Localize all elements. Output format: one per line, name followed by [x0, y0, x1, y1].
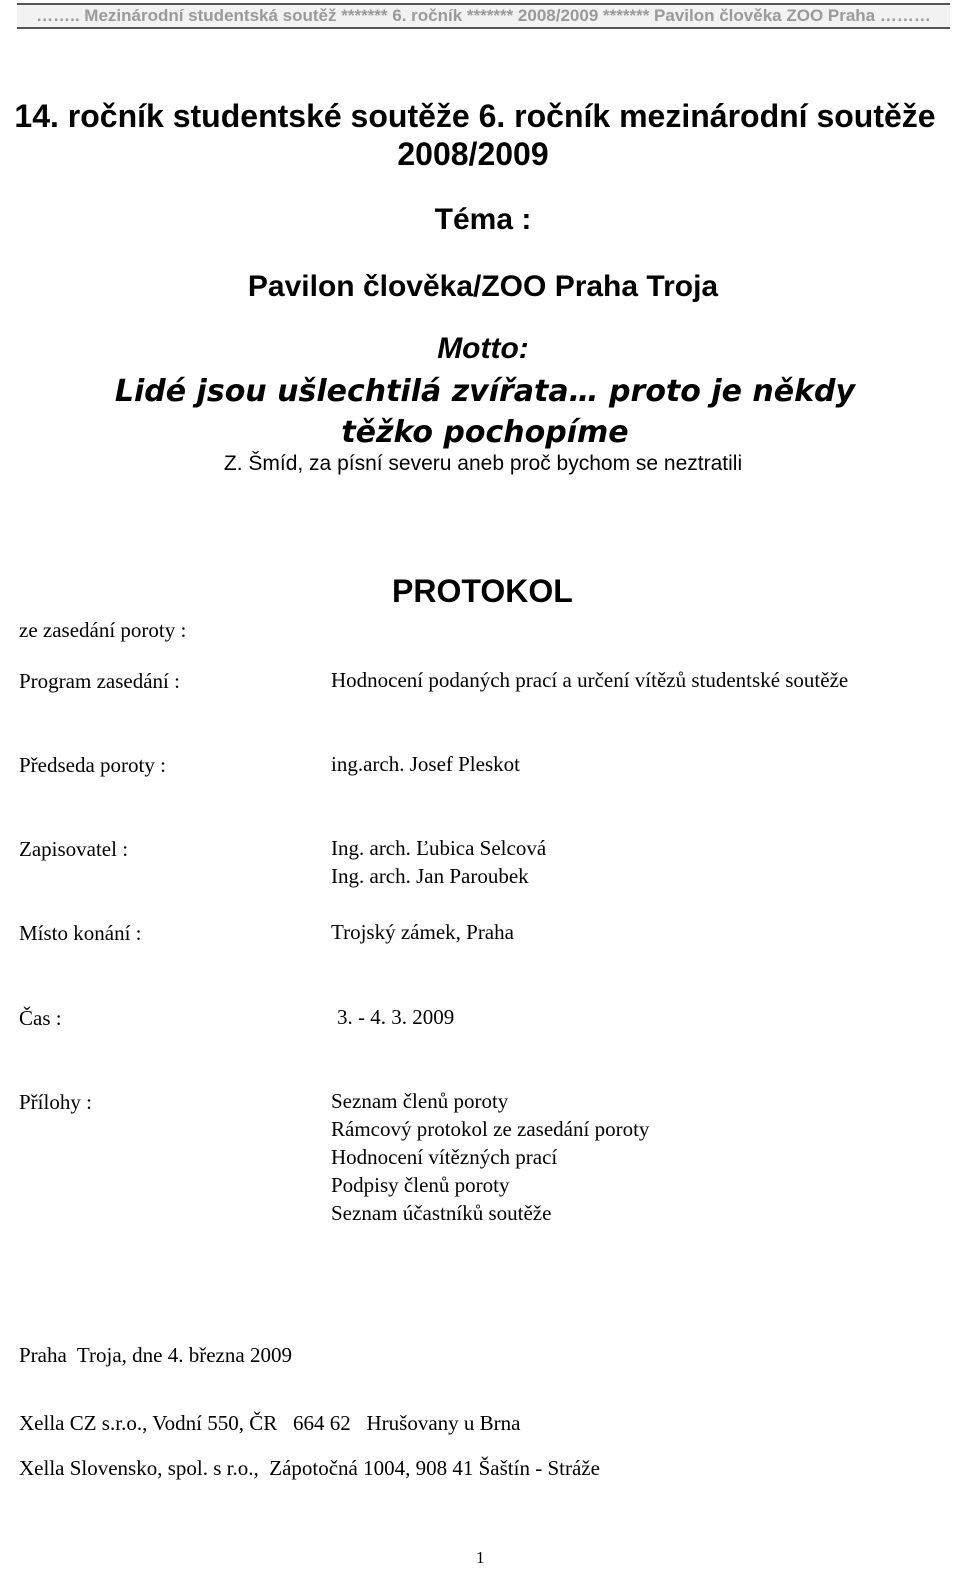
- company-address-cz: Xella CZ s.r.o., Vodní 550, ČR 664 62 Hrušovany u Brna: [19, 1411, 521, 1435]
- recorder-name: Ing. arch. Ľubica Selcová: [331, 836, 547, 860]
- time-value: 3. - 4. 3. 2009: [337, 1005, 455, 1029]
- chairman-value: ing.arch. Josef Pleskot: [331, 752, 520, 776]
- program-value: Hodnocení podaných prací a určení vítězů studentské soutěže: [331, 668, 849, 692]
- venue-label: Místo konání :: [19, 921, 142, 945]
- attachment-item: Seznam členů poroty: [331, 1089, 509, 1113]
- attachment-item: Hodnocení vítězných prací: [331, 1145, 558, 1169]
- motto-author: Z. Šmíd, za písní severu aneb proč bychom se neztratili: [223, 452, 743, 475]
- running-header: [17, 3, 950, 29]
- motto-label: Motto:: [437, 332, 529, 365]
- main-title: [0, 97, 960, 173]
- place-date: Praha Troja, dne 4. března 2009: [19, 1343, 292, 1367]
- protocol-subtitle: ze zasedání poroty :: [19, 618, 187, 642]
- attachments-label: Přílohy :: [19, 1090, 92, 1114]
- venue-value: Trojský zámek, Praha: [331, 920, 514, 944]
- motto-quote: Lidé jsou ušlechtilá zvířata… proto je někdy těžko pochopíme: [114, 374, 856, 450]
- attachment-item: Podpisy členů poroty: [331, 1173, 510, 1197]
- time-label: Čas :: [19, 1006, 62, 1030]
- chairman-label: Předseda poroty :: [19, 753, 166, 777]
- topic-value: Pavilon člověka/ZOO Praha Troja: [247, 270, 719, 303]
- program-label: Program zasedání :: [19, 669, 180, 693]
- attachments-list: [331, 1087, 649, 1227]
- recorder-values: [331, 834, 546, 890]
- recorder-label: Zapisovatel :: [19, 837, 129, 861]
- main-title-line-2: 2008/2009: [397, 136, 549, 172]
- protocol-heading: PROTOKOL: [392, 573, 573, 609]
- attachment-item: Seznam účastníků soutěže: [331, 1201, 552, 1225]
- running-header-text: …….. Mezinárodní studentská soutěž ******* 6. ročník ******* 2008/2009 ******* Pavilon člověka ZOO Praha ………: [36, 6, 931, 25]
- recorder-name: Ing. arch. Jan Paroubek: [331, 864, 529, 888]
- topic-label: Téma :: [434, 203, 532, 236]
- main-title-line-1: 14. ročník studentské soutěže 6. ročník mezinárodní soutěže: [14, 98, 936, 134]
- company-address-sk: Xella Slovensko, spol. s r.o., Zápotočná 1004, 908 41 Šaštín - Stráže: [19, 1456, 600, 1480]
- attachment-item: Rámcový protokol ze zasedání poroty: [331, 1117, 650, 1141]
- page-number: 1: [476, 1548, 485, 1567]
